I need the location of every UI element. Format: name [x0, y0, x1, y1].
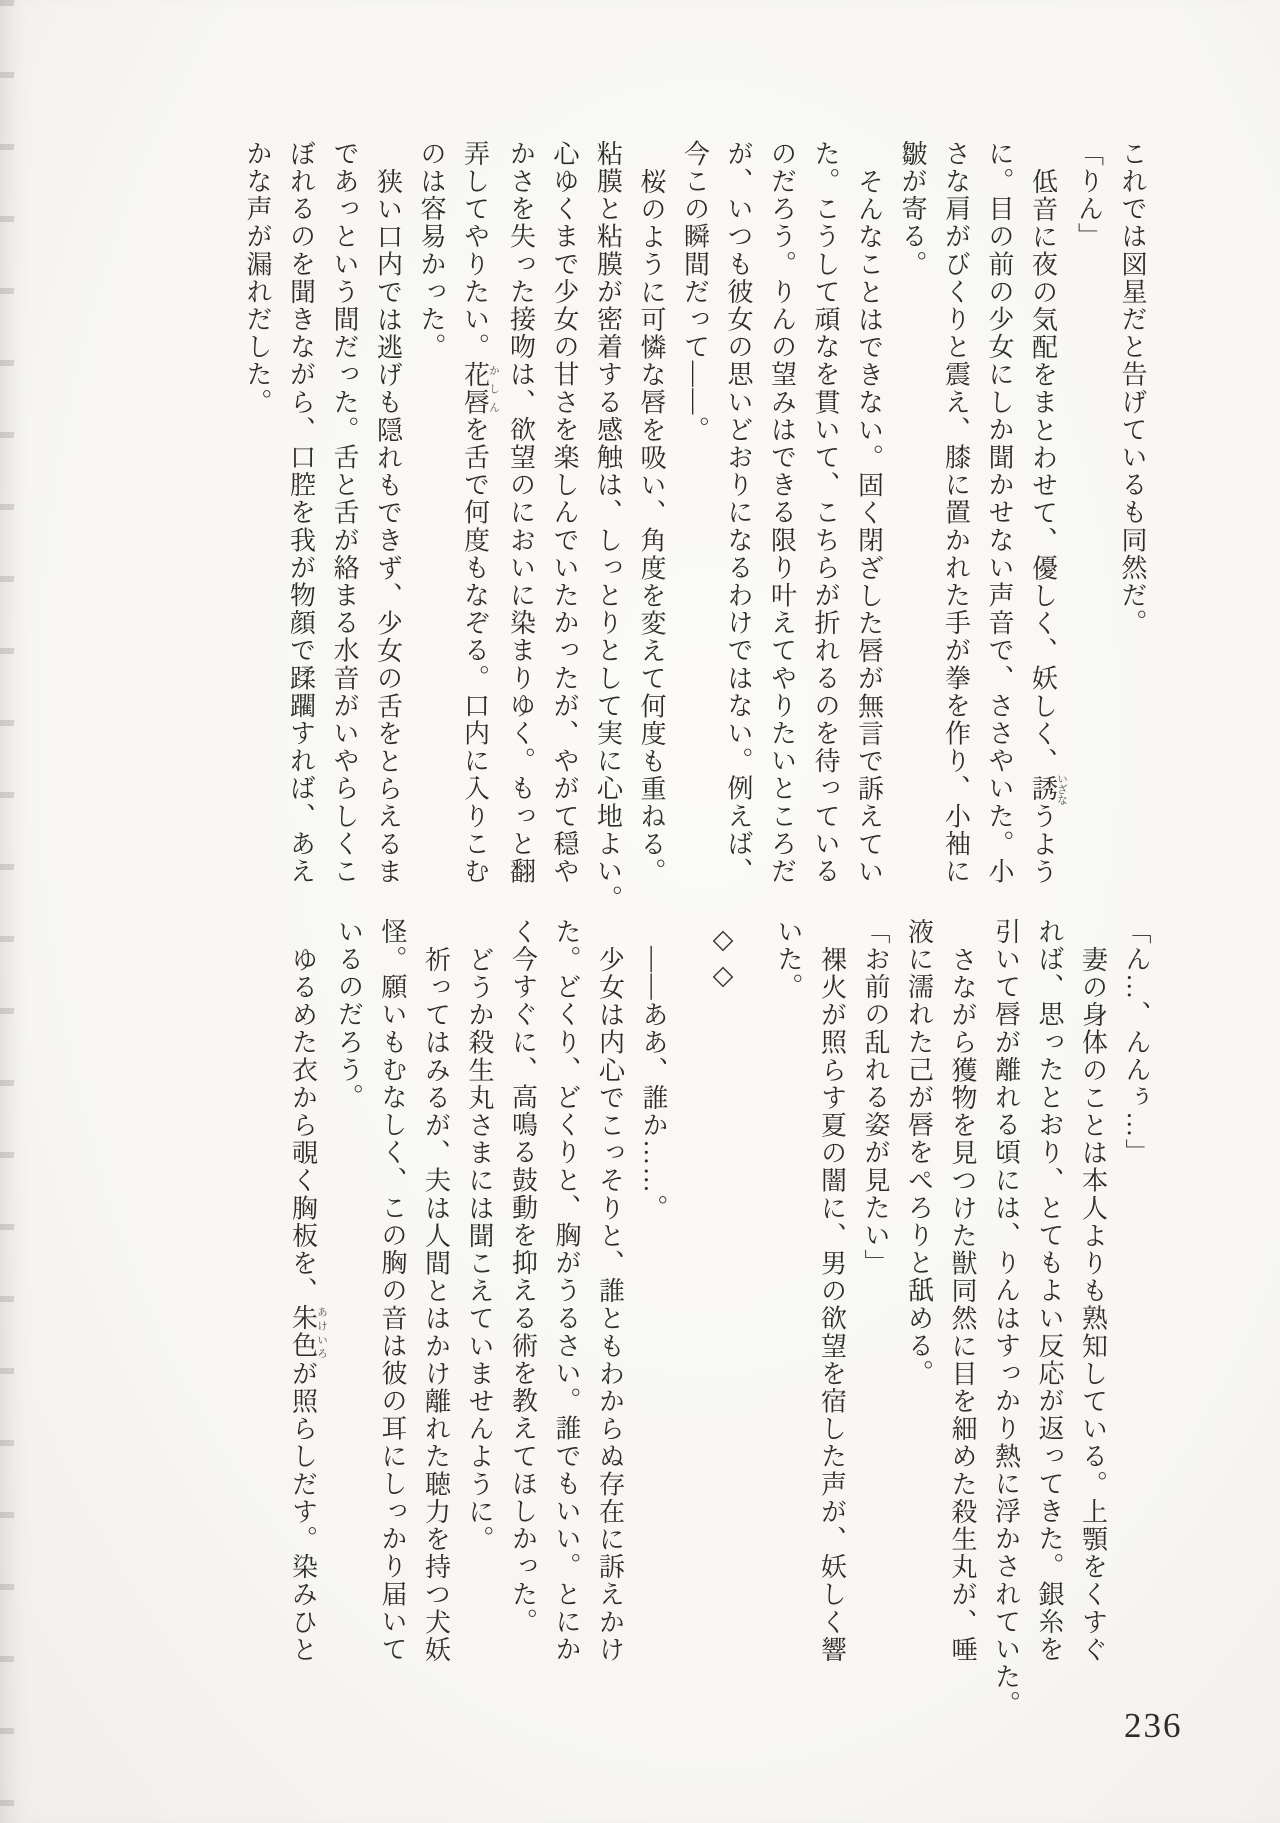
text-column: ぼれるのを聞きながら、口腔を我が物顔で蹂躙すれば、あえ — [286, 140, 316, 886]
text-column: に。目の前の少女にしか聞かせない声音で、ささやいた。小 — [985, 140, 1014, 886]
text-column: 桜のように可憐な唇を吸い、角度を変えて何度も重ねる。 — [637, 167, 666, 886]
furigana-annotated-word: 花唇かしん — [460, 360, 499, 417]
text-column: が、いつも彼女の思いどおりになるわけではない。例えば、 — [724, 140, 753, 886]
text-column: 妻の身体のことは本人よりも熟知している。上顎をくすぐ — [1078, 945, 1108, 1664]
page-number: 236 — [1124, 1706, 1183, 1745]
text-column: どうか殺生丸さまには聞こえていませんように。 — [465, 945, 494, 1553]
text-column: 怪。願いもむなしく、この胸の音は彼の耳にしっかり届いて — [378, 918, 407, 1664]
text-column: 低音に夜の気配をまとわせて、優しく、妖しく、誘いざなうよう — [1028, 167, 1067, 886]
text-column: 弄してやりたい。花唇かしんを舌で何度もなぞる。口内に入りこむ — [460, 140, 499, 886]
text-block-top — [236, 140, 1155, 913]
text-column: いるのだろう。 — [334, 918, 364, 1112]
text-column: のだろう。りんの望みはできる限り叶えてやりたいところだ — [767, 140, 797, 886]
text-column: 裸火が照らす夏の闇に、男の欲望を宿した声が、妖しく響 — [817, 945, 847, 1664]
text-column: 「ん…、んんぅ…」 — [1122, 918, 1151, 1167]
text-column: ゆるめた衣から覗く胸板を、朱色あけいろが照らしだす。染みひと — [288, 945, 327, 1664]
text-column: 液に濡れた己が唇をぺろりと舐める。 — [904, 918, 934, 1388]
text-column: た。こうして頑なを貫いて、こちらが折れるのを待っている — [811, 140, 840, 886]
binding-scan-artifacts — [0, 0, 14, 1823]
text-column: 「りん」 — [1074, 140, 1104, 251]
text-column: 粘膜と粘膜が密着する感触は、しっとりとして実に心地よい。 — [593, 140, 623, 913]
text-column: であっという間だった。舌と舌が絡まる水音がいやらしくこ — [330, 140, 359, 886]
text-column: た。どくり、どくりと、胸がうるさい。誰でもいい。とにか — [552, 918, 581, 1664]
text-block-bottom — [281, 918, 1158, 1719]
text-column: 皺が寄る。 — [898, 140, 927, 278]
text-column: 心ゆくまで少女の甘さを楽しんでいたかったが、やがて穏や — [550, 140, 579, 886]
text-column: かさを失った接吻は、欲望のにおいに染まりゆく。もっと翻 — [506, 140, 536, 886]
text-column: さながら獲物を見つけた獣同然に目を細めた殺生丸が、唾 — [948, 945, 977, 1664]
text-column: 狭い口内では逃げも隠れもできず、少女の舌をとらえるま — [373, 167, 403, 886]
text-column: のは容易かった。 — [417, 140, 446, 361]
furigana-annotated-word: 誘いざな — [1028, 772, 1067, 805]
text-column: 祈ってはみるが、夫は人間とはかけ離れた聴力を持つ犬妖 — [421, 945, 451, 1664]
text-column: く今すぐに、高鳴る鼓動を抑える術を教えてほしかった。 — [508, 918, 538, 1636]
text-column: これでは図星だと告げているも同然だ。 — [1118, 140, 1147, 637]
furigana-annotated-word: 朱色あけいろ — [288, 1304, 327, 1360]
text-column: さな肩がびくりと震え、膝に置かれた手が拳を作り、小袖に — [941, 140, 971, 886]
text-column: 今この瞬間だって――。 — [680, 140, 710, 444]
section-divider: ◇◇ — [708, 924, 739, 996]
text-column: そんなことはできない。固く閉ざした唇が無言で訴えてい — [854, 167, 884, 886]
text-column: いた。 — [774, 918, 803, 1001]
text-column: かな声が漏れだした。 — [243, 140, 272, 416]
text-column: れば、思ったとおり、とてもよい反応が返ってきた。銀糸を — [1035, 918, 1064, 1664]
text-column: 引いて唇が離れる頃には、りんはすっかり熱に浮かされていた。 — [991, 918, 1021, 1719]
text-column: 「お前の乱れる姿が見たい」 — [861, 918, 890, 1277]
text-column: ――ああ、誰か……。 — [639, 945, 668, 1222]
text-column: 少女は内心でこっそりと、誰ともわからぬ存在に訴えかけ — [595, 945, 625, 1664]
